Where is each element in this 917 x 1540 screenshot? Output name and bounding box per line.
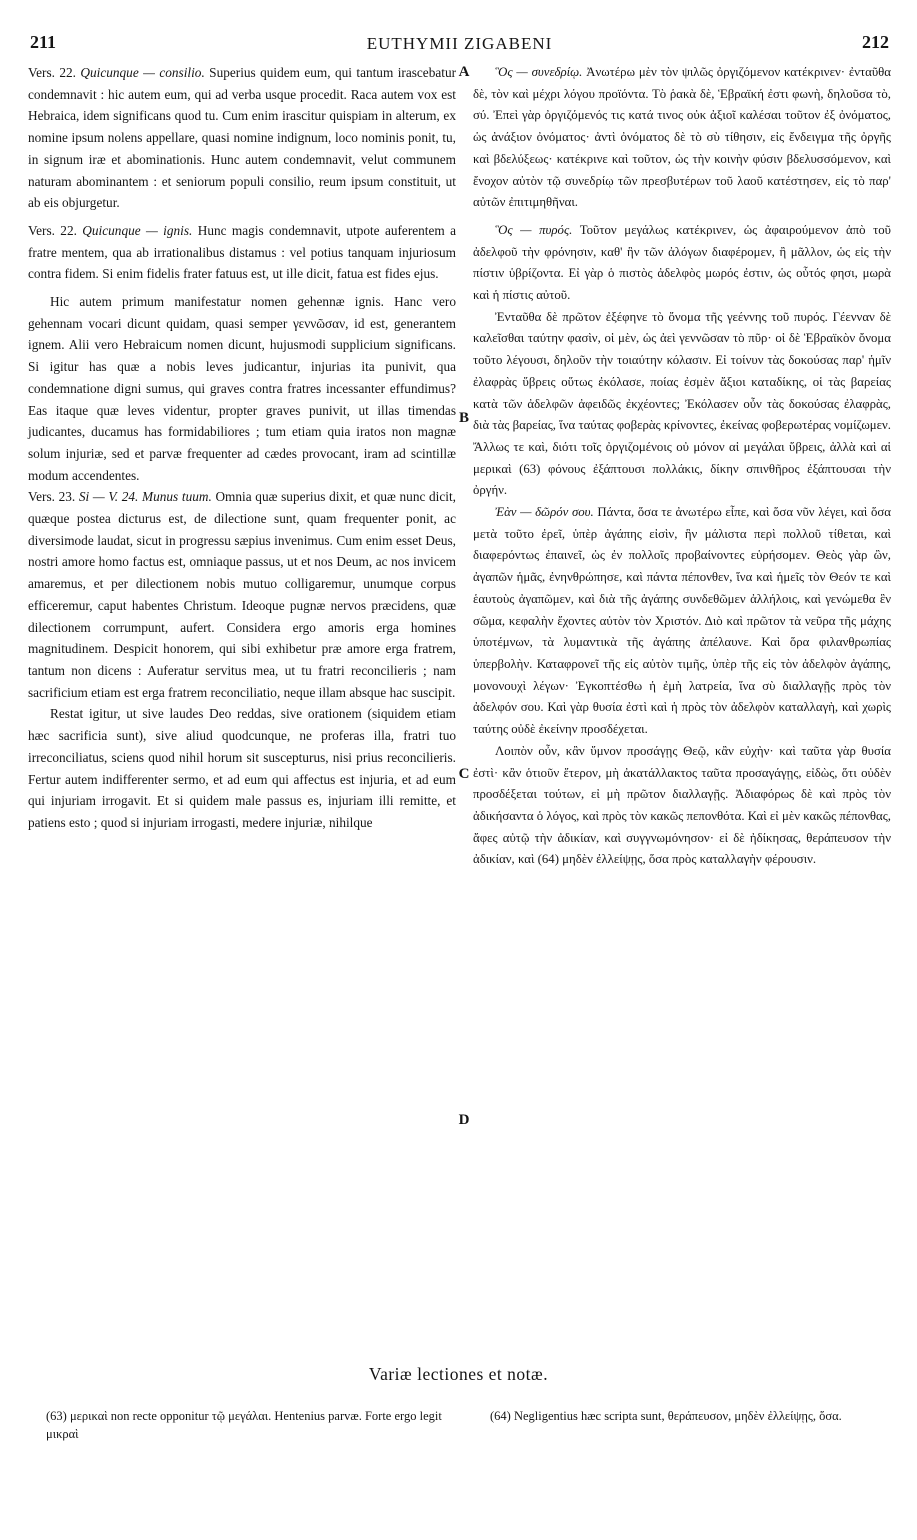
- running-title: EUTHYMII ZIGABENI: [366, 34, 553, 53]
- lemma: Ὃς — συνεδρίῳ.: [495, 65, 583, 79]
- latin-paragraph: [28, 703, 456, 833]
- lemma: Si — V. 24. Munus tuum.: [78, 489, 212, 505]
- footnote-text: (64) Negligentius hæc scripta sunt, θεράπευσον, μηδὲν ἐλλείψῃς, ὅσα.: [490, 1409, 842, 1423]
- latin-paragraph: [28, 291, 456, 486]
- paragraph-text: Superius quidem eum, qui tantum irascebatur condemnavit : hic autem eum, qui ad verba usque procedit. Raca autem vox est Hebraica, idem significans quod tu. Cum enim irascitur quispiam in alterum, ex nomine ipsum nolens appellare, quasi nomine indignum, loco nominis ponit, tu, in signum iræ et abominationis. Hunc autem condemnavit, velut communem naturam abominantem : et seniorum populi consilio, reum ipsum constituit, ut ab eis objurgetur.: [28, 65, 457, 211]
- lemma: Quicunque — consilio.: [80, 65, 205, 80]
- latin-column: [28, 62, 456, 834]
- verse-ref: Vers. 22.: [28, 222, 77, 238]
- greek-paragraph: [473, 220, 891, 307]
- running-header: [30, 32, 889, 58]
- margin-letter-c: C: [458, 766, 470, 782]
- paragraph-text: Ἀνωτέρω μὲν τὸν ψιλῶς ὀργιζόμενον κατέκρινεν· ἐνταῦθα δὲ, τὸν καὶ μέχρι λόγου προϊόντα. Τὸ ῥακὰ δὲ, Ἑβραϊκή ἐστι φωνὴ, δηλοῦσα τὸ, σύ. Ἐπεὶ γὰρ ὀργιζόμενός τις κατά τινος οὐκ ἀξιοῖ καλέσαι τοῦτον ἐξ ὀνόματος, ὡς ἀνάξιον ὀνόματος· ἀντὶ ὀνόματος δὲ τὸ σὺ τίθησιν, εἰς ἔνδειγμα τῆς ὀργῆς καὶ βδελύξεως· κατέκρινε καὶ τοῦτον, ὡς τὴν κοινὴν φύσιν βδελυσσόμενον, καὶ ἔνοχον αὐτὸν τῷ συνεδρίῳ τῶν πρεσβυτέρων τοῦ λαοῦ κατέστησεν, εἰς τὸ παρ' αὐτῶν ἐπιτιμηθῆναι.: [473, 65, 891, 210]
- footnote-63: [46, 1407, 456, 1443]
- latin-paragraph: [28, 486, 456, 703]
- margin-letter-b: B: [458, 410, 469, 426]
- margin-letter-d: D: [458, 1112, 470, 1128]
- greek-column: [473, 62, 891, 871]
- paragraph-text: Πάντα, ὅσα τε ἀνωτέρω εἶπε, καὶ ὅσα νῦν λέγει, καὶ ὅσα μετὰ τοῦτο ἐρεῖ, ὑπὲρ ἀγάπης εἰσὶν, ἣν μάλιστα περὶ πολλοῦ τίθεται, καὶ διαφερόντως ἐπαινεῖ, ὡς ἐν πολλοῖς προβαίνοντες εὑρήσομεν. Θεὸς γὰρ ὢν, ἀγαπῶν ἡμᾶς, ἐνηνθρώπησε, καὶ πάντα πέπονθεν, ἵνα καὶ ἡμεῖς τὸν Θεόν τε καὶ ἑαυτοὺς ἀγαπῶμεν, καὶ διὰ τῆς ἀγάπης συνδεθῶμεν ἀλλήλοις, καὶ γενώμεθα ἓν σῶμα, κεφαλὴν ἔχοντες αὐτὸν τὸν Χριστόν. Διὸ καὶ πρῶτον τὰ νεῦρα τῆς μάχης ὑποτέμνων, τὰ λυμαντικὰ τῆς ἀγάπης ἀπέλαυνε. Καὶ ὅρα φιλανθρωπίας ὑπερβολὴν. Καταφρονεῖ τῆς εἰς αὐτὸν τιμῆς, ὑπὲρ τῆς εἰς τὸν ἀδελφὸν ἀγάπης, μονονουχὶ λέγων· Ἐγκοπτέσθω ἡ ἐμὴ λατρεία, ἵνα σὺ διαλλαγῇς πρὸς τὸν ἀδελφόν σου. Καὶ γὰρ θυσία ἐστὶ καὶ ἡ πρὸς τὸν ἀδελφὸν καταλλαγὴ, καὶ χωρὶς ταύτης οὐδὲ ἐκείνην προσδέχεται.: [473, 505, 891, 737]
- paragraph-text: Τοῦτον μεγάλως κατέκρινεν, ὡς ἀφαιρούμενον ἀπὸ τοῦ ἀδελφοῦ τὴν φρόνησιν, καθ' ἣν τῶν ἀλόγων διαφέρομεν, ἢ μᾶλλον, ὡς εἰς τὴν πίστιν ὑβρίζοντα. Εἰ γὰρ ὁ πιστὸς ἀδελφὸς μωρός ἐστιν, ὡς οὗτός φησι, μωρὰ καὶ ἡ πίστις αὐτοῦ.: [473, 222, 891, 303]
- paragraph-text: Hunc magis condemnavit, utpote auferentem a fratre mentem, qua ab irrationalibus distamus : vel potius tanquam injuriosum contra fidem. Si enim fidelis frater fatuus est, ut ille dicit, fatua est fides ejus.: [28, 222, 456, 282]
- paragraph-text: Hic autem primum manifestatur nomen gehennæ ignis. Hanc vero gehennam vocari dicunt quidam, quasi semper γεννῶσαν, id est, generantem ignem. Alii vero Hebraicum nomen dicunt, hujusmodi supplicium significans. Si igitur has quæ a nobis leves judicantur, injurias ita punivit, qua condemnatione digni sumus, qui graves contra fratres incessanter effundimus? Eas itaque quæ leves videntur, propter graves punivit, ut illas timendas judicantes, ducamus has formidabiliores ; tum etiam quia iratos non magnæ solum injuriæ, sed et parvæ frequenter ad cædes provocant, iram ad scintillæ modum accendentes.: [28, 294, 456, 483]
- latin-paragraph: [28, 220, 456, 285]
- latin-paragraph: [28, 62, 456, 214]
- greek-paragraph: [473, 307, 891, 502]
- page-number-right: 212: [862, 32, 889, 52]
- greek-paragraph: [473, 741, 891, 871]
- verse-ref: Vers. 22.: [28, 65, 76, 80]
- paragraph-text: Omnia quæ superius dixit, et quæ nunc dicit, quæque postea dicturus est, de dilectione sunt, quam frequenter ponit, ac diversimode laudat, sicut in progressu sæpius invenimus. Cum enim esset Deus, nostri amore homo factus est, omniaque passus, ut et nos Deum, ac nos invicem amaremus, et per dilectionem nobis mutuo colligaremur, unumque corpus efficeremur, caput habentes Christum. Ideoque pugnæ nervos præcidens, quæ dilectionem corrumpunt, aufert. Considera ergo amoris erga homines magnitudinem. Despicit honorem, qui sibi exhibetur præ amore erga fratrem, tantum non dicens : Auferatur servitus mea, ut tu fratri reconcilieris ; nam sacrificium etiam est erga fratrem reconciliatio, neque illam absque hac suscipit.: [28, 489, 456, 700]
- paragraph-text: Λοιπὸν οὖν, κἂν ὕμνον προσάγῃς Θεῷ, κἂν εὐχὴν· καὶ ταῦτα γὰρ θυσία ἐστὶ· κἂν ὁτιοῦν ἕτερον, μὴ ἀκατάλλακτος ταῦτα προσαγάγῃς, εἰδὼς, ὅτι οὐδὲν προσδέξεται τούτων, εἰ μὴ πρῶτον διαλλαγῇς. Ἀδιαφόρως δὲ καὶ πρὸς τὸν ἀδικήσαντα ὁ λόγος, καὶ πρὸς τὸν κακῶς πεπονθότα. Καὶ εἰ μὲν κακῶς πέπονθας, ἄφες αὐτῷ τὴν ἀδικίαν, καὶ συγγνωμόνησον· εἰ δὲ ἠδίκησας, θεράπευσον τὴν ἀδικίαν, καὶ (64) μηδὲν ἐλλείψῃς, ὅσα πρὸς καταλλαγὴν φέρουσιν.: [473, 743, 891, 867]
- greek-paragraph: [473, 62, 891, 214]
- lemma: Quicunque — ignis.: [82, 222, 193, 238]
- page-number-left: 211: [30, 32, 57, 52]
- footnote-64: [490, 1407, 895, 1425]
- verse-ref: Vers. 23.: [28, 489, 76, 505]
- paragraph-text: Restat igitur, ut sive laudes Deo reddas, sive orationem (siquidem etiam hæc sacrificia sunt), sive aliud quodcunque, ne proferas illa, fratri tuo irreconciliatus, sciens quod nihil horum sit suscepturus, nisi prius reconcilieris. Fertur autem indifferenter sermo, et ad eum qui affectus est injuria, et ad eum qui injuriam irrogavit. Et si quidem male passus es, injuriam illi remitte, et patiens esto ; quod si injuriam irrogasti, medere injuriæ, nihilque: [28, 706, 456, 830]
- notes-heading: Variæ lectiones et notæ.: [368, 1364, 549, 1384]
- lemma: Ὃς — πυρός.: [495, 222, 573, 237]
- paragraph-text: Ἐνταῦθα δὲ πρῶτον ἐξέφηνε τὸ ὄνομα τῆς γεέννης τοῦ πυρός. Γέενναν δὲ καλεῖσθαι ταύτην φασὶν, οἱ μὲν, ὡς ἀεὶ γεννῶσαν τὸ πῦρ· οἱ δὲ Ἑβραϊκὸν ὄνομα τοῦτο λέγουσι, δηλοῦν τὴν τοιαύτην κόλασιν. Εἰ τοίνυν τὰς δοκούσας παρ' ἡμῖν ἐλαφρὰς ὕβρεις οὕτως ἐκόλασε, ποίας ἐσμὲν ἄξιοι καταδίκης, οἱ τὰς βαρείας κατὰ τῶν ἀδελφῶν ἀφειδῶς ἐκχέοντες; Ἐκόλασεν οὖν τὰς δοκούσας ἐλαφρὰς, διὰ τὰς βαρείας, ἵνα ταύτας φοβερὰς κρίνοντες, ἐκείνας φοβερωτέρας νομίζωμεν. Ἄλλως τε καὶ, διότι τοῖς ὀργιζομένοις οὐ μόνον αἱ μεγάλαι ὕβρεις, ἀλλὰ καὶ αἱ μερικαὶ (63) φόνους ἐξάπτουσι πολλάκις, δίκην σπινθῆρος ἐξάπτουσαι τὴν ὀργήν.: [473, 309, 891, 498]
- greek-paragraph: [473, 502, 891, 741]
- margin-letter-a: A: [458, 64, 470, 80]
- lemma: Ἐὰν — δῶρόν σου.: [495, 505, 594, 520]
- footnote-text: (63) μερικαὶ non recte opponitur τῷ μεγάλαι. Hentenius parvæ. Forte ergo legit μικραὶ: [46, 1409, 442, 1441]
